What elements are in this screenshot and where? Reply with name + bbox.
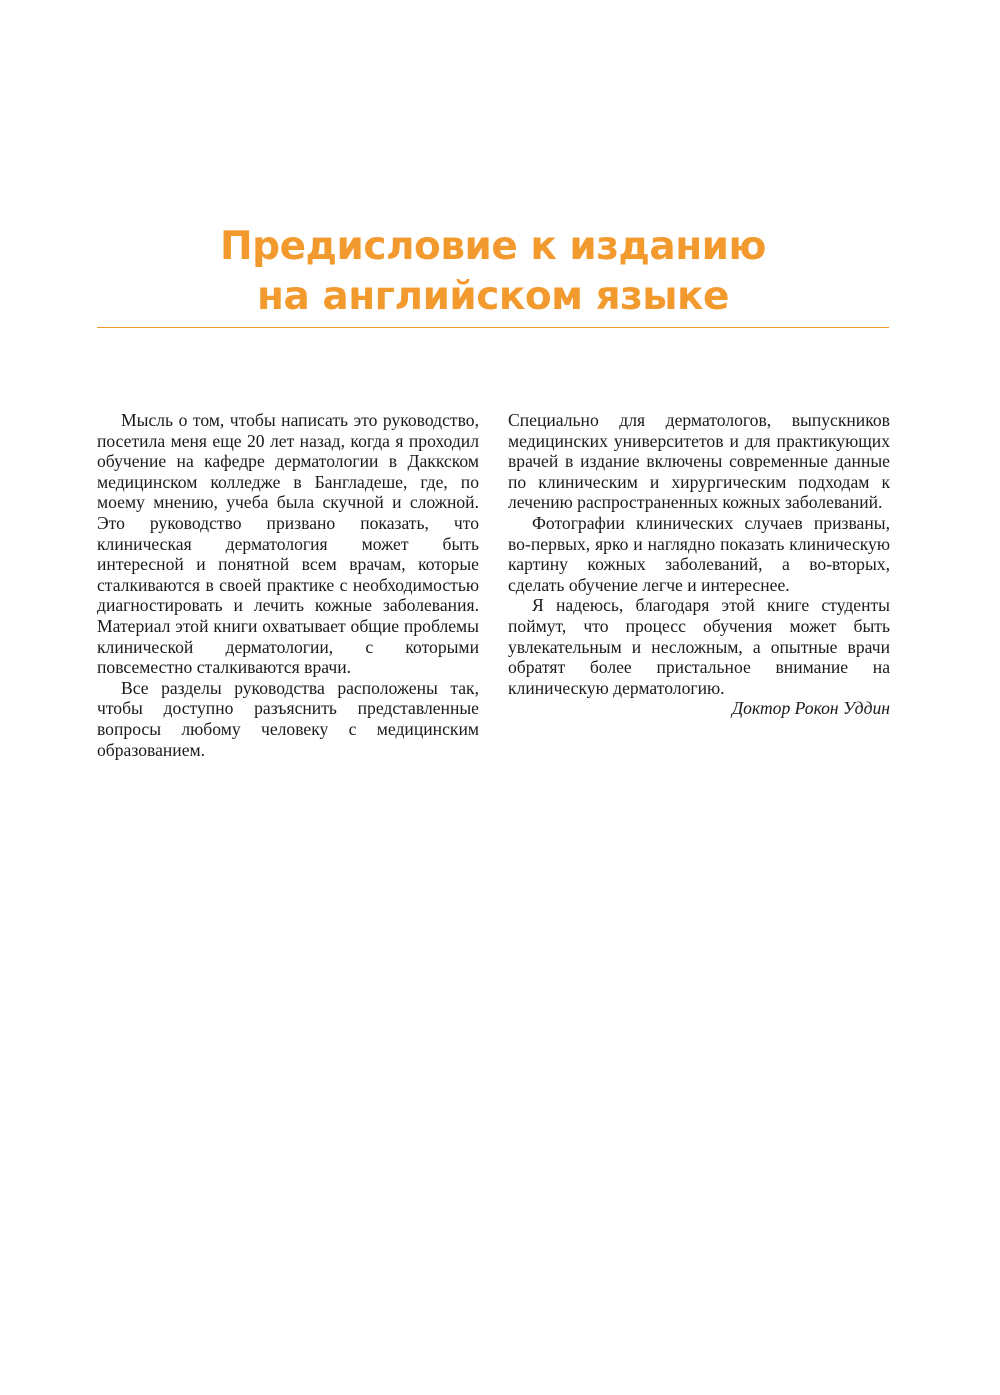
paragraph: Я надеюсь, благодаря этой книге студенты поймут, что процесс обучения может быть увлекательным и несложным, а опытные врачи обратят более пристальное внимание на клиническую дерматологию. bbox=[508, 595, 890, 698]
page-title-line-1: Предисловие к изданию bbox=[220, 224, 766, 269]
paragraph: Мысль о том, чтобы написать это руководство, посетила меня еще 20 лет назад, когда я проходил обучение на кафедре дерматологии в Даккском медицинском колледже в Бангладеше, где, по моему мнению, учеба была скучной и сложной. Это руководство призвано показать, что клиническая дерматология может быть интересной и понятной всем врачам, которые сталкиваются в своей практике с необходимостью диагностировать и лечить кожные заболевания. Материал этой книги охватывает общие проблемы клинической дерматологии, с которыми повсеместно сталкиваются врачи. bbox=[97, 410, 479, 678]
author-signature: Доктор Рокон Уддин bbox=[731, 698, 890, 719]
paragraph: Фотографии клинических случаев призваны, во-первых, ярко и наглядно показать клиническую картину кожных заболеваний, а во-вторых, сделать обучение легче и интереснее. bbox=[508, 512, 890, 595]
left-column bbox=[97, 410, 479, 760]
paragraph: Специально для дерматологов, выпускников медицинских университетов и для практикующих врачей в издание включены современные данные по клиническим и хирургическим подходам к лечению распространенных кожных заболеваний. bbox=[508, 410, 890, 513]
paragraph: Все разделы руководства расположены так, чтобы доступно разъяснить представленные вопросы любому человеку с медицинским образованием. bbox=[97, 677, 479, 760]
page-title bbox=[97, 222, 889, 322]
right-column bbox=[508, 410, 890, 719]
title-divider bbox=[97, 327, 889, 328]
page-title-line-2: на английском языке bbox=[257, 274, 729, 319]
